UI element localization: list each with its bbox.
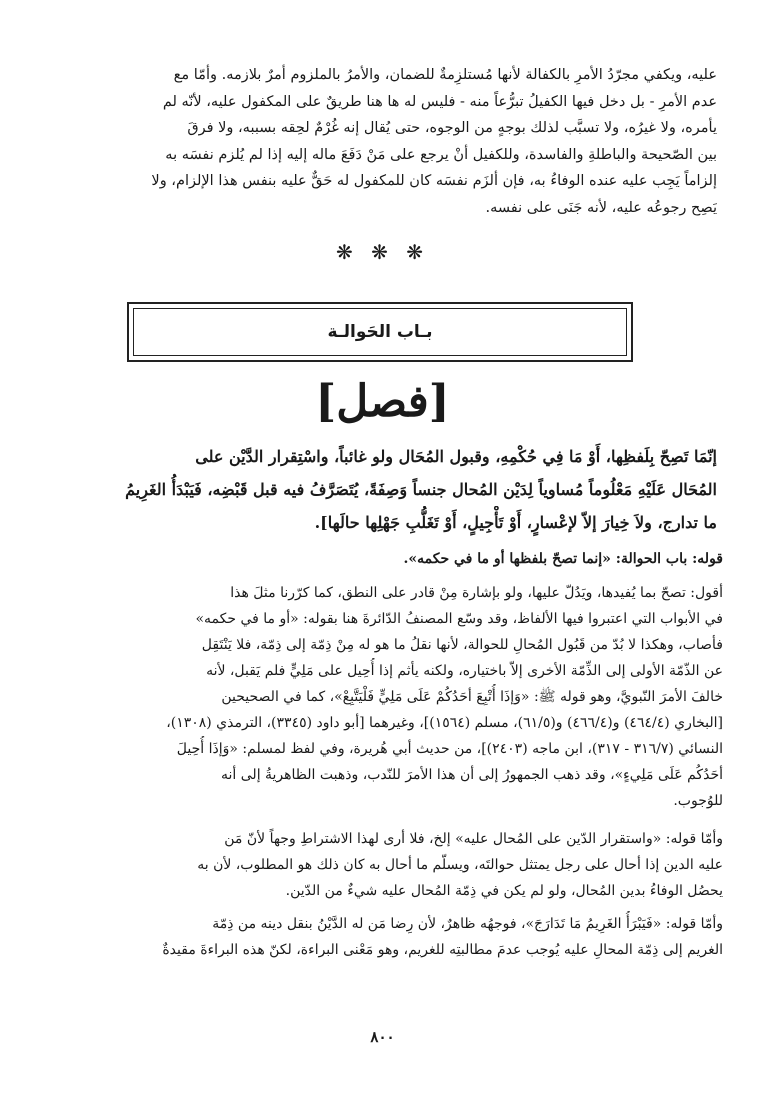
text-line: خالفَ الأمرَ النّبويَّ، وهو قوله ﷺ: «وَإذَا أُتْبِعَ أحَدُكُمْ عَلَى مَلِيٍّ فَلْيَتَّبِعْ»، كما في الصحيحين [221, 689, 723, 705]
text-line: عن الذّمّة الأولى إلى الذِّمّة الأخرى إلاّ باختياره، ولكنه يأثم إذا أُحِيل على مَلِيٍّ فلم يَقبل، لأنه [206, 663, 723, 679]
commentary-quote-heading [52, 546, 723, 572]
matn-line: المُحَال عَلَيْهِ مَعْلُوماً مُساوياً لِدَيْن المُحال جنساً وَصِفَةً، يُتَصَرَّفُ فيه قبل قَبْضِه، فَيَبْدَأُ الغَرِيمُ [125, 480, 717, 499]
text-line: إلزاماً يَجِب عليه عنده الوفاءُ به، فإن ألزَم نفسَه كان للمكفول له حَقٌّ عليه بنفس هذا الإلزام، ولا [151, 173, 717, 190]
page-number: ٨٠٠ [370, 1028, 395, 1046]
text-line: وأمّا قوله: «فَيَبْرَأُ الغَرِيمُ مَا تَدَارَجَ»، فوجهُه ظاهرٌ، لأن رِضا مَن له الدَّيْنُ بنقل دينه من ذِمّة [212, 916, 723, 932]
text-line: الغريم إلى ذِمّة المحالِ عليه يُوجب عدمَ مطالبتِه للغريم، وهو مَعْنى البراءة، لكنّ هذه البراءةَ مقيدةٌ [162, 942, 723, 958]
top-paragraph [58, 62, 717, 222]
text-line: أحَدُكُم عَلَى مَلِيءٍ»، وقد ذهب الجمهورُ إلى أن هذا الأمرَ للنّدب، وذهبت الظاهريةُ إلى أنه [221, 767, 723, 783]
text-line: في الأبواب التي اعتبروا فيها الألفاظ، وقد وسّع المصنفُ الدّائرةَ هنا بقوله: «أو ما في حكمه» [195, 611, 723, 627]
text-line: يحصُل الوفاءُ بدين المُحال، ولو لم يكن في ذِمّة المُحال عليه شيءٌ من الدّين. [285, 883, 723, 899]
text-line: [البخاري (٤٦٤/٤) و(٤٦٦/٤) و(٦١/٥)، مسلم (١٥٦٤)]، وغيرهما [أبو داود (٣٣٤٥)، الترمذي (١٣٠٨)، [166, 715, 723, 731]
matn-line: إنّمَا تَصِحّ بِلَفظِها، أَوْ مَا فِي حُكْمِهِ، وقبول المُحَال ولو غائباً، واسْتِقرار الدَّيْن على [195, 447, 717, 466]
text-line: فأصاب، وهكذا لا بُدّ من قَبُول المُحالِ للحوالة، لأنها نقلُ ما هو له مِنْ ذِمّة إلى ذِمّة، فلا يَنْتَقِل [201, 637, 723, 653]
section-heading: [فصل] [315, 376, 450, 427]
commentary-paragraph-yabra [52, 911, 723, 963]
chapter-title-box [127, 302, 633, 362]
text-line: بين الصّحيحة والباطلةِ والفاسدة، وللكفيل أنْ يرجع على مَنْ دَفَعَ ماله إليه إذا لم يُلزم نفسَه به [165, 146, 717, 163]
commentary-paragraph-istiqrar [52, 826, 723, 904]
text-line: قوله: باب الحوالة: «إنما تصحّ بلفظها أو ما في حكمه». [403, 551, 723, 567]
text-line: أقول: تصحّ بما يُفيدها، ويَدُلّ عليها، ولو بإشارة مِنْ قادر على النطق، كما كرّرنا مثلَ هذا [230, 585, 723, 601]
text-line: وأمّا قوله: «واستقرار الدّين على المُحال عليه» إلخ، فلا أرى لهذا الاشتراطِ وجهاً لأنّ مَن [224, 831, 723, 847]
text-line: عليه، ويكفي مجرّدُ الأمرِ بالكفالة لأنها مُستلزِمةٌ للضمان، والأمرُ بالملزوم أمرٌ بلازمه. وأمّا مع [173, 67, 717, 83]
text-line: يأمره، ولا غيرُه، ولا تسبَّب لذلك بوجهٍ من الوجوه، حتى يُقال إنه غُرْمٌ لحِقه بسببه، ولا فرقَ [187, 120, 717, 137]
matn-line: ما تدارج، ولاَ خِيارَ إلاّ لإعْسارٍ، أَوْ تَأْجِيلٍ، أَوْ تَغَلُّبِ جَهْلِها حالَها]. [314, 513, 717, 532]
text-line: عليه الدين إذا أحال على رجل يمتثل حوالتَه، ويسلّم ما أحال به كان ذلك هو المطلوب، لأن به [197, 857, 723, 873]
text-line: للوُجوب. [673, 793, 723, 809]
chapter-title: بـاب الحَوالـة [133, 308, 627, 356]
text-line: النسائي (٣١٦/٧ - ٣١٧)، ابن ماجه (٢٤٠٣)]، من حديث أبي هُريرة، وفي لفظ لمسلم: «وَإذَا أُحِيلَ [176, 741, 723, 757]
text-line: عدم الأمرِ - بل دخل فيها الكفيلُ تبرُّعاً منه - فليس له ها هنا طريقٌ على المكفول عليه، لأنّه لم [162, 93, 717, 110]
text-line: يَصِح رجوعُه عليه، لأنه جَنَى على نفسه. [485, 199, 717, 216]
matn-text [58, 440, 717, 539]
section-separator: ❋ ❋ ❋ [336, 240, 429, 264]
commentary-paragraph-aqul [52, 580, 723, 814]
